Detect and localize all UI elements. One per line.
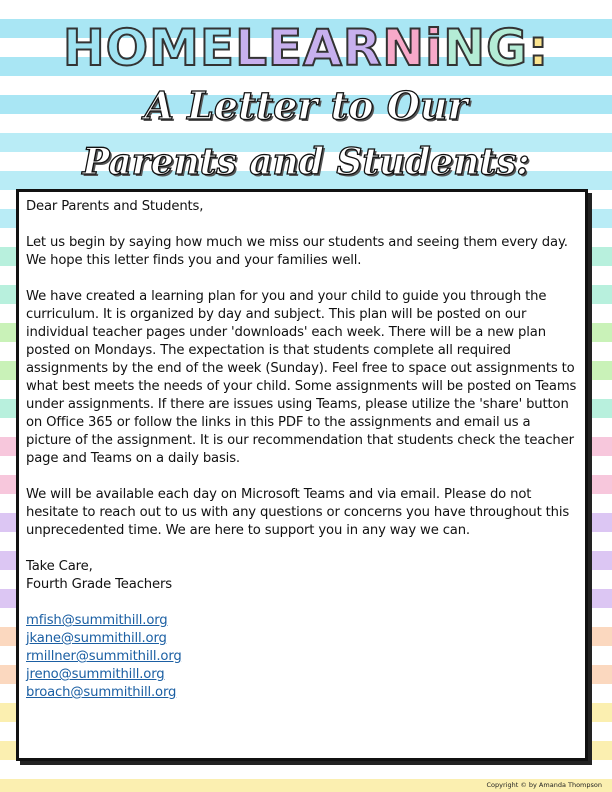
email-link[interactable]: mfish@summithill.org — [26, 613, 168, 628]
letter-signature: Fourth Grade Teachers — [26, 577, 172, 592]
email-list — [26, 612, 579, 702]
subtitle-line-1: A Letter to Our — [144, 83, 468, 128]
email-link[interactable]: broach@summithill.org — [26, 685, 177, 700]
letter-greeting: Dear Parents and Students, — [26, 199, 204, 214]
copyright-notice: Copyright © by Amanda Thompson — [486, 781, 602, 789]
title-part: : — [528, 19, 550, 77]
letter-paragraph: Let us begin by saying how much we miss our students and seeing them every day. We hope this letter finds you and your families well. — [26, 235, 568, 268]
page-title — [0, 18, 612, 78]
title-part: Ni — [382, 19, 444, 77]
title-part: LEAR — [235, 19, 383, 77]
title-part: HOME — [62, 19, 236, 77]
email-link[interactable]: jkane@summithill.org — [26, 631, 167, 646]
letter-closing: Take Care, — [26, 559, 93, 574]
email-link[interactable]: jreno@summithill.org — [26, 667, 165, 682]
email-link[interactable]: rmillner@summithill.org — [26, 649, 182, 664]
title-part: NG — [443, 19, 529, 77]
letter-paragraph: We will be available each day on Microsoft Teams and via email. Please do not hesitate to reach out to us with any questions or concerns you have throughout this unprecedented time. We are here to support you in any way we can. — [26, 487, 570, 538]
letter-body — [16, 189, 588, 761]
letter-paragraph: We have created a learning plan for you and your child to guide you through the curriculum. It is organized by day and subject. This plan will be posted on our individual teacher pages under 'downloads' each week. There will be a new plan posted on Mondays. The expectation is that students complete all required assignments by the end of the week (Sunday). Feel free to space out assignments to what best meets the needs of your child. Some assignments will be posted on Teams under assignments. If there are issues using Teams, please utilize the 'share' button on Office 365 or follow the links in this PDF to the assignments and email us a picture of the assignment. It is our recommendation that students check the teacher page and Teams on a daily basis. — [26, 289, 577, 466]
subtitle-line-2: Parents and Students: — [82, 141, 530, 183]
